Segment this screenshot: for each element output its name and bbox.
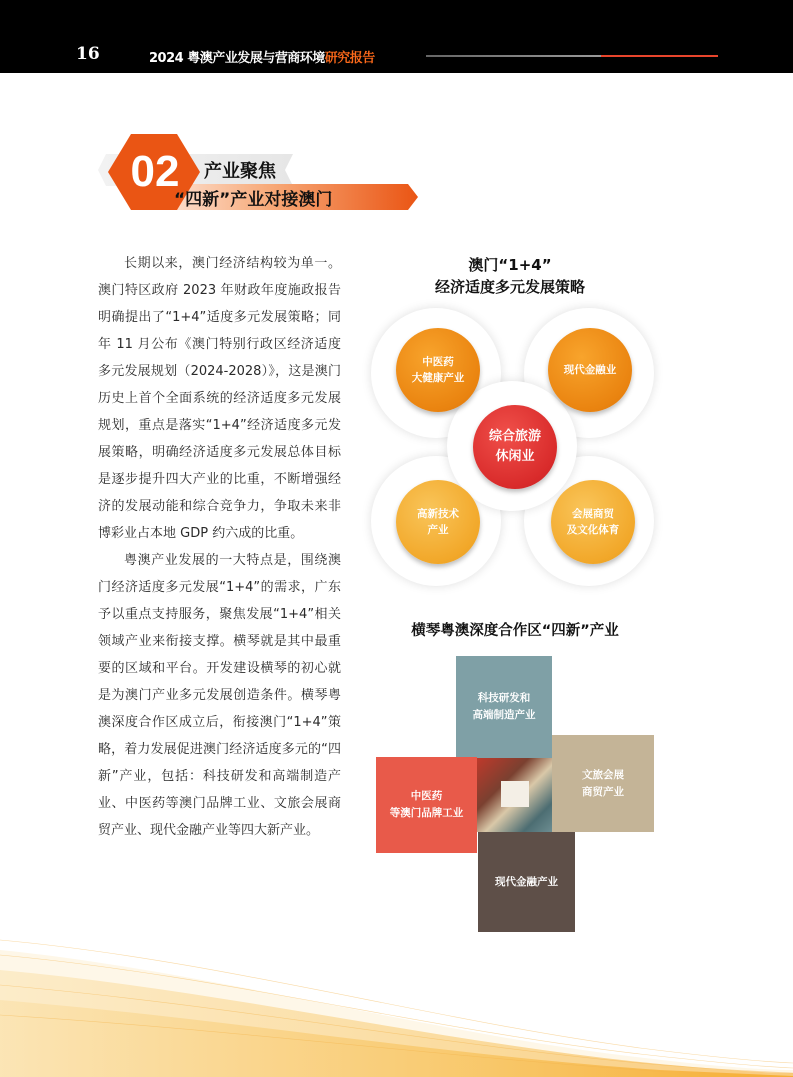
section-subtitle: “四新”产业对接澳门 [174, 190, 333, 210]
bubble-integrated-tourism: 综合旅游 休闲业 [473, 405, 557, 489]
block-culture-tourism-mice: 文旅会展 商贸产业 [552, 735, 654, 832]
report-title-highlight: 研究报告 [324, 51, 375, 66]
section-number: 02 [130, 147, 180, 196]
strategy-diagram-title [410, 254, 610, 298]
section-title: 产业聚焦 [204, 161, 276, 182]
body-text [98, 250, 341, 844]
bubble-mice-culture-sports: 会展商贸 及文化体育 [551, 480, 635, 564]
bubble-modern-finance: 现代金融业 [548, 328, 632, 412]
report-title-main: 2024 粤澳产业发展与营商环境 [149, 51, 325, 66]
block-modern-finance: 现代金融产业 [478, 832, 575, 932]
hengqin-diagram-title: 横琴粤澳深度合作区“四新”产业 [411, 623, 619, 639]
decorative-waves [0, 930, 793, 1077]
bubble-high-tech: 高新技术 产业 [396, 480, 480, 564]
wave-graphic [0, 930, 793, 1077]
bubble-tcm-health: 中医药 大健康产业 [396, 328, 480, 412]
block-tech-manufacturing: 科技研发和 高端制造产业 [456, 656, 552, 758]
block-tcm-brand-industry: 中医药 等澳门品牌工业 [376, 757, 477, 853]
page-number: 16 [76, 44, 100, 64]
report-title [149, 47, 375, 66]
block-center-window [501, 781, 529, 807]
paragraph: 粤澳产业发展的一大特点是，围绕澳门经济适度多元发展“1+4”的需求，广东予以重点支持服务，聚焦发展“1+4”相关领域产业来衔接支撑。横琴就是其中最重要的区域和平台。开发建设横琴的初心就是为澳门产业多元发展创造条件。横琴粤澳深度合作区成立后，衔接澳门“1+4”策略，着力发展促进澳门经济适度多元的“四新”产业，包括：科技研发和高端制造产业、中医药等澳门品牌工业、文旅会展商贸产业、现代金融产业等四大新产业。 [98, 553, 341, 838]
strategy-diagram-title-line1: 澳门“1+4” [468, 256, 552, 274]
header-bar [0, 0, 793, 73]
paragraph: 长期以来，澳门经济结构较为单一。澳门特区政府 2023 年财政年度施政报告明确提出了“1+4”适度多元发展策略；同年 11 月公布《澳门特别行政区经济适度多元发展规划（2024-2028）》，这是澳门历史上首个全面系统的经济适度多元发展规划，重点是落实“1+4”经济适度多元发展策略，明确经济适度多元发展总体目标是逐步提升四大产业的比重，不断增强经济的发展动能和综合竞争力，争取未来非博彩业占本地 GDP 约六成的比重。 [98, 256, 341, 541]
header-divider [426, 55, 718, 57]
strategy-diagram-title-line2: 经济适度多元发展策略 [434, 278, 585, 296]
